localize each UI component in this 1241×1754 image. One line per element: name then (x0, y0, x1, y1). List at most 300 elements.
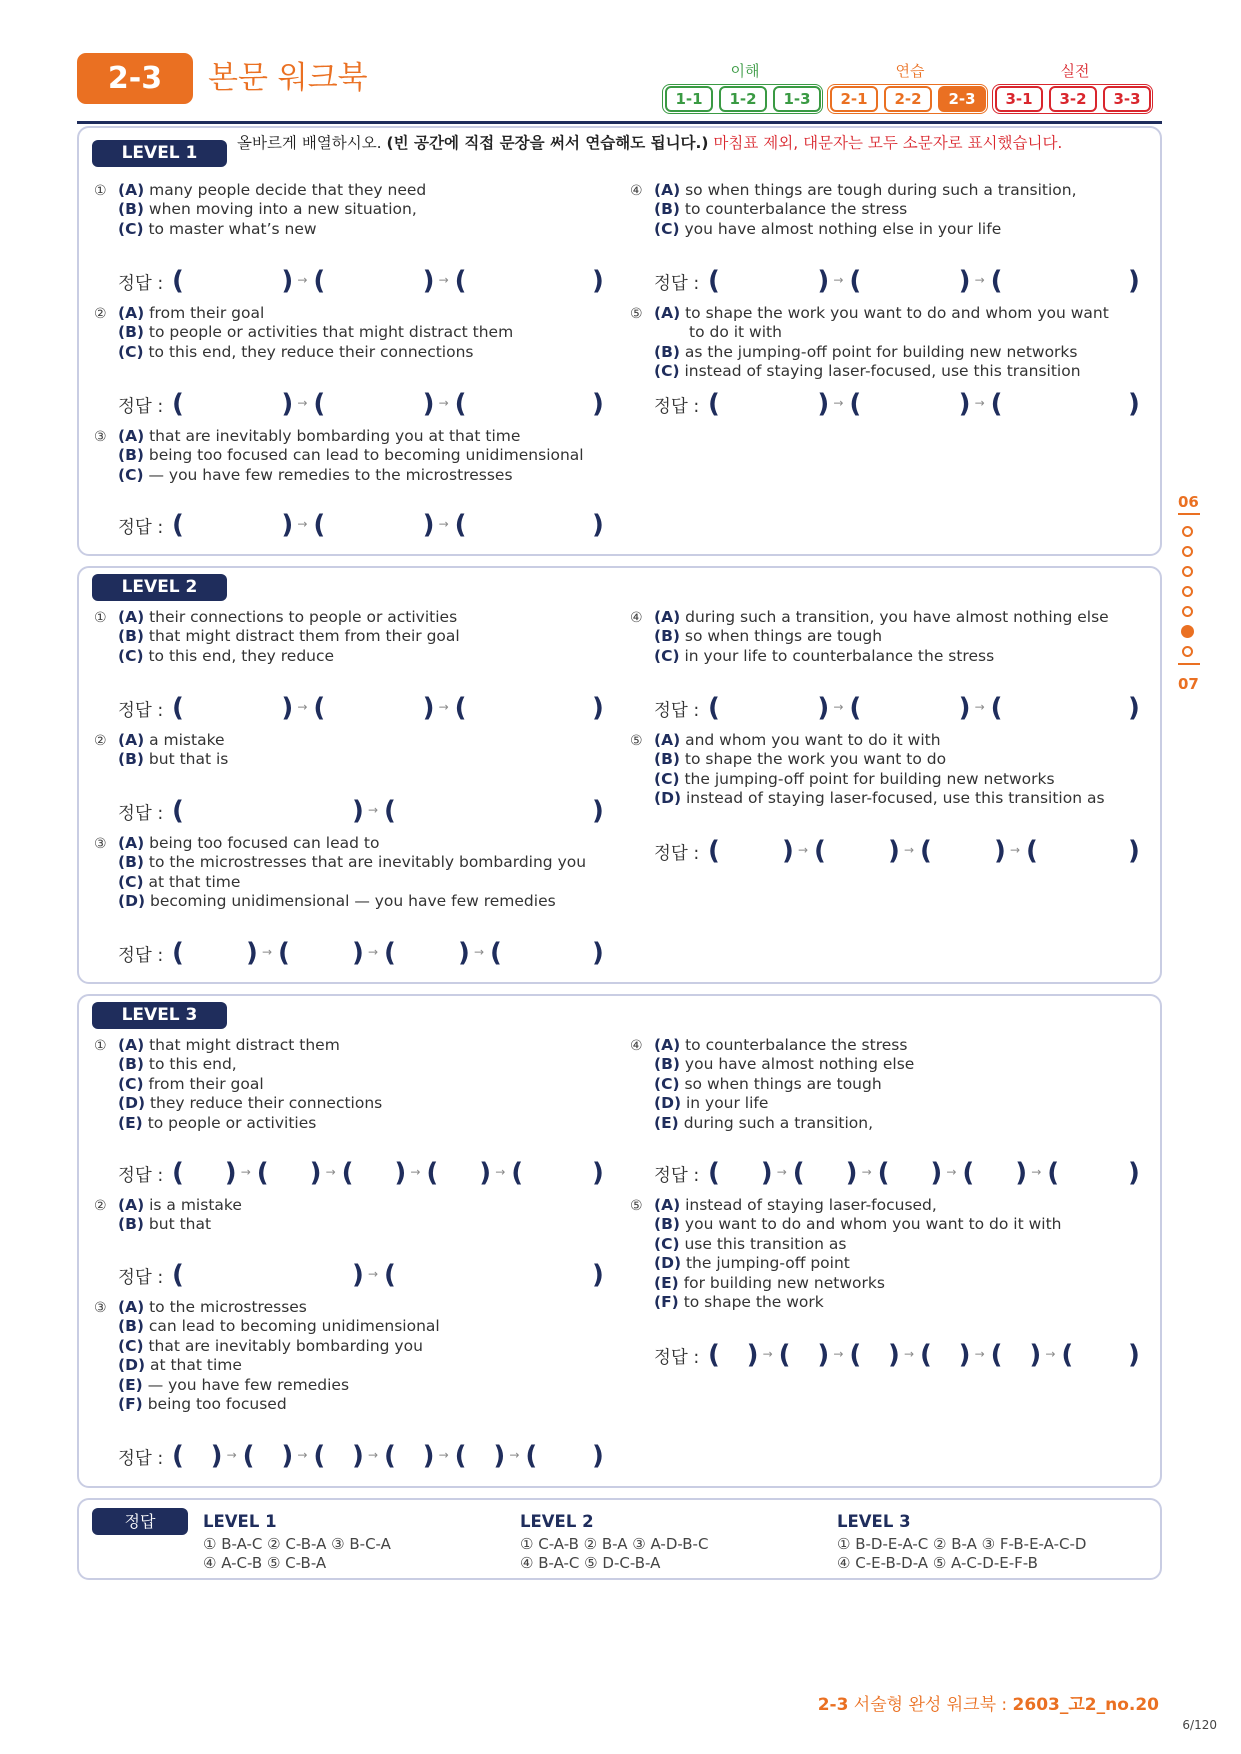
arrow-icon: → (904, 843, 915, 857)
option-line: (B) but that (118, 1215, 212, 1234)
answer-blank-close: ) (493, 1441, 506, 1471)
option-line: (A) to counterbalance the stress (654, 1036, 908, 1054)
answer-blank-close: ) (958, 389, 971, 419)
answer-key-pill: 정답 (92, 1508, 188, 1535)
option-line: (D) in your life (654, 1094, 769, 1113)
answer-blank-open: ( (313, 1441, 326, 1471)
option-line: (C) so when things are tough (654, 1074, 882, 1093)
answer-blank-open: ( (172, 266, 184, 296)
answer-blank-close: ) (746, 1340, 759, 1370)
answer-blank-open: ( (172, 510, 184, 540)
question (630, 1036, 1150, 1133)
question-number: ④ (630, 183, 643, 199)
option-line: (A) from their goal (118, 304, 265, 322)
answer-blank-open: ( (313, 510, 326, 540)
question (94, 834, 634, 912)
answer-blank-close: ) (592, 796, 604, 826)
answer-label: 정답 : (654, 844, 700, 864)
answer-row[interactable] (118, 693, 608, 723)
option-line: (C) instead of staying laser-focused, use this transition (654, 362, 1081, 381)
answer-row[interactable] (654, 693, 1144, 723)
answer-label: 정답 : (654, 1348, 700, 1368)
answer-blank-close: ) (592, 693, 604, 723)
question-number: ⑤ (630, 733, 643, 749)
answer-blank-open: ( (708, 836, 720, 866)
arrow-icon: → (833, 700, 844, 714)
answer-blank-open: ( (256, 1158, 269, 1188)
side-index-line-top (1178, 513, 1200, 515)
option-line: (F) being too focused (118, 1395, 287, 1414)
option-line: (C) in your life to counterbalance the stress (654, 646, 995, 665)
answer-blank-close: ) (817, 266, 830, 296)
side-dot (1182, 546, 1193, 557)
option-line: (B) to counterbalance the stress (654, 200, 908, 219)
answer-blank-close: ) (760, 1158, 773, 1188)
answer-blank-open: ( (341, 1158, 354, 1188)
answer-key-level2 (520, 1512, 708, 1573)
answer-blank-close: ) (422, 389, 435, 419)
answer-blank-close: ) (422, 266, 435, 296)
question (630, 731, 1150, 809)
arrow-icon: → (438, 517, 449, 531)
answer-blank-close: ) (1128, 1158, 1140, 1188)
answer-blank-close: ) (1128, 389, 1140, 419)
arrow-icon: → (410, 1165, 421, 1179)
answer-blank-open: ( (384, 796, 396, 826)
question-number: ① (94, 1038, 107, 1054)
answer-row[interactable] (654, 266, 1144, 296)
answer-key-level3 (837, 1512, 1086, 1573)
option-line: (A) many people decide that they need (118, 181, 427, 199)
page-number: 6/120 (1182, 1718, 1217, 1732)
answer-row[interactable] (654, 1158, 1144, 1188)
answer-blank-close: ) (592, 266, 604, 296)
option-line: (A) that might distract them (118, 1036, 340, 1054)
answer-label: 정답 : (654, 274, 700, 294)
answer-blank-close: ) (592, 510, 604, 540)
answer-blank-close: ) (352, 938, 364, 968)
answer-blank-close: ) (817, 389, 830, 419)
answer-blank-open: ( (313, 693, 326, 723)
nav-tab-2-3[interactable]: 2-3 (938, 86, 986, 112)
answer-row[interactable] (118, 1260, 608, 1290)
option-line: (C) to this end, they reduce their connections (118, 342, 474, 361)
question (94, 1298, 614, 1414)
nav-tab-1-2[interactable]: 1-2 (719, 86, 767, 112)
answer-blank-close: ) (994, 836, 1006, 866)
side-index-line-bottom (1178, 663, 1200, 665)
option-line: (B) as the jumping-off point for building new networks (654, 342, 1078, 361)
footer (818, 1690, 1159, 1715)
option-line: (E) during such a transition, (654, 1113, 873, 1132)
answer-key-line: ④ B-A-C ⑤ D-C-B-A (520, 1554, 661, 1572)
answer-blank-close: ) (422, 510, 435, 540)
answer-blank-open: ( (384, 1260, 396, 1290)
answer-blank-close: ) (782, 836, 794, 866)
answer-label: 정답 : (118, 518, 164, 538)
option-line: (A) being too focused can lead to (118, 834, 380, 852)
nav-tab-3-1[interactable]: 3-1 (995, 86, 1043, 112)
arrow-icon: → (776, 1165, 787, 1179)
answer-blank-close: ) (422, 693, 435, 723)
answer-blank-close: ) (1128, 693, 1140, 723)
answer-blank-open: ( (849, 1340, 862, 1370)
answer-row[interactable] (118, 389, 608, 419)
side-index-bottom: 07 (1178, 675, 1199, 693)
question-number: ④ (630, 1038, 643, 1054)
question (630, 181, 1150, 239)
answer-label: 정답 : (118, 804, 164, 824)
option-line: to do it with (689, 323, 782, 342)
option-line: (B) to this end, (118, 1055, 237, 1074)
footer-prefix: 2-3 (817, 1695, 849, 1715)
answer-blank-close: ) (958, 266, 971, 296)
question-number: ① (94, 610, 107, 626)
side-dot (1182, 526, 1193, 537)
footer-label: 서술형 완성 워크북 : (848, 1695, 1013, 1715)
option-line: (D) the jumping-off point (654, 1254, 850, 1273)
option-line: (B) to people or activities that might distract them (118, 323, 514, 342)
arrow-icon: → (438, 273, 449, 287)
arrow-icon: → (297, 396, 308, 410)
side-dot (1182, 646, 1193, 657)
answer-blank-close: ) (281, 693, 294, 723)
answer-key-line: ④ A-C-B ⑤ C-B-A (203, 1554, 327, 1572)
answer-blank-close: ) (930, 1158, 943, 1188)
answer-blank-open: ( (778, 1340, 791, 1370)
answer-blank-open: ( (172, 938, 184, 968)
arrow-icon: → (368, 803, 379, 817)
answer-blank-close: ) (592, 938, 604, 968)
answer-row[interactable] (654, 1340, 1144, 1370)
instruction-hint: (빈 공간에 직접 문장을 써서 연습해도 됩니다.) (386, 134, 709, 152)
question (94, 1036, 614, 1133)
answer-label: 정답 : (654, 701, 700, 721)
question-number: ② (94, 1198, 107, 1214)
option-line: (A) so when things are tough during such a transition, (654, 181, 1077, 199)
page-title: 본문 워크북 (208, 60, 368, 96)
answer-blank-open: ( (172, 693, 184, 723)
instruction-note: 마침표 제외, 대문자는 모두 소문자로 표시했습니다. (708, 134, 1063, 152)
answer-blank-open: ( (525, 1441, 538, 1471)
question-number: ⑤ (630, 1198, 643, 1214)
answer-blank-open: ( (1047, 1158, 1060, 1188)
option-line: (C) to this end, they reduce (118, 646, 335, 665)
answer-blank-open: ( (849, 693, 862, 723)
arrow-icon: → (262, 945, 273, 959)
option-line: (B) you have almost nothing else (654, 1055, 915, 1074)
instruction-main: 올바르게 배열하시오. (237, 134, 387, 152)
nav-tab-1-3[interactable]: 1-3 (773, 86, 821, 112)
answer-blank-open: ( (708, 1158, 720, 1188)
option-line: (B) you want to do and whom you want to do it with (654, 1215, 1062, 1234)
option-line: (A) to shape the work you want to do and whom you want (654, 304, 1109, 322)
answer-blank-close: ) (352, 1441, 364, 1471)
option-line: (A) during such a transition, you have almost nothing else (654, 608, 1109, 626)
arrow-icon: → (495, 1165, 506, 1179)
arrow-icon: → (368, 945, 379, 959)
answer-key-line: ① B-D-E-A-C ② B-A ③ F-B-E-A-C-D (837, 1535, 1087, 1553)
arrow-icon: → (297, 1448, 308, 1462)
answer-blank-open: ( (172, 389, 184, 419)
arrow-icon: → (1045, 1347, 1056, 1361)
answer-blank-open: ( (990, 1340, 1003, 1370)
option-line: (A) is a mistake (118, 1196, 242, 1214)
arrow-icon: → (762, 1347, 773, 1361)
option-line: (C) at that time (118, 872, 241, 891)
question-number: ③ (94, 836, 107, 852)
answer-blank-open: ( (454, 1441, 467, 1471)
arrow-icon: → (297, 700, 308, 714)
answer-blank-close: ) (281, 389, 294, 419)
answer-blank-open: ( (313, 389, 326, 419)
arrow-icon: → (974, 700, 985, 714)
answer-blank-open: ( (920, 1340, 932, 1370)
question-number: ③ (94, 1300, 107, 1316)
answer-blank-open: ( (708, 1340, 720, 1370)
answer-label: 정답 : (118, 946, 164, 966)
arrow-icon: → (509, 1448, 520, 1462)
nav-tab-2-2[interactable]: 2-2 (884, 86, 932, 112)
option-line: (A) to the microstresses (118, 1298, 307, 1316)
question (630, 1196, 1150, 1312)
answer-blank-open: ( (172, 796, 184, 826)
answer-blank-open: ( (454, 510, 467, 540)
answer-key-line: ① C-A-B ② B-A ③ A-D-B-C (520, 1535, 709, 1553)
answer-blank-open: ( (172, 1158, 184, 1188)
option-line: (B) to the microstresses that are inevitably bombarding you (118, 853, 587, 872)
arrow-icon: → (861, 1165, 872, 1179)
arrow-icon: → (1010, 843, 1021, 857)
answer-blank-close: ) (224, 1158, 237, 1188)
answer-blank-open: ( (849, 389, 862, 419)
question (94, 1196, 614, 1235)
option-line: (F) to shape the work (654, 1293, 824, 1312)
answer-blank-open: ( (708, 266, 720, 296)
answer-blank-close: ) (309, 1158, 322, 1188)
arrow-icon: → (833, 1347, 844, 1361)
answer-blank-close: ) (458, 938, 470, 968)
option-line: (C) the jumping-off point for building new networks (654, 769, 1055, 788)
option-line: (D) at that time (118, 1356, 242, 1375)
answer-key-title: LEVEL 3 (837, 1512, 911, 1531)
answer-row[interactable] (118, 938, 608, 968)
arrow-icon: → (368, 1267, 379, 1281)
answer-blank-close: ) (888, 836, 900, 866)
arrow-icon: → (974, 1347, 985, 1361)
answer-blank-open: ( (278, 938, 290, 968)
option-line: (D) becoming unidimensional — you have few remedies (118, 892, 556, 911)
side-dot (1182, 586, 1193, 597)
answer-blank-close: ) (1128, 1340, 1140, 1370)
answer-blank-open: ( (511, 1158, 524, 1188)
question-number: ① (94, 183, 107, 199)
instruction (237, 134, 1137, 153)
answer-row[interactable] (118, 1441, 608, 1471)
answer-blank-close: ) (352, 796, 364, 826)
question (630, 608, 1150, 666)
answer-blank-open: ( (708, 693, 720, 723)
option-line: (C) — you have few remedies to the microstresses (118, 465, 513, 484)
arrow-icon: → (798, 843, 809, 857)
arrow-icon: → (1031, 1165, 1042, 1179)
answer-blank-open: ( (384, 1441, 396, 1471)
side-dot (1182, 606, 1193, 617)
option-line: (E) for building new networks (654, 1273, 885, 1292)
arrow-icon: → (438, 396, 449, 410)
answer-blank-close: ) (479, 1158, 492, 1188)
answer-blank-open: ( (454, 266, 467, 296)
arrow-icon: → (974, 396, 985, 410)
question-number: ③ (94, 429, 107, 445)
answer-blank-close: ) (422, 1441, 435, 1471)
question (630, 304, 1150, 382)
arrow-icon: → (474, 945, 485, 959)
answer-blank-close: ) (958, 1340, 971, 1370)
answer-row[interactable] (654, 389, 1144, 419)
answer-row[interactable] (118, 510, 608, 540)
arrow-icon: → (226, 1448, 237, 1462)
option-line: (A) their connections to people or activities (118, 608, 458, 626)
answer-blank-close: ) (1029, 1340, 1042, 1370)
arrow-icon: → (297, 273, 308, 287)
answer-blank-close: ) (592, 389, 604, 419)
answer-blank-close: ) (817, 1340, 830, 1370)
answer-blank-open: ( (384, 938, 396, 968)
answer-blank-open: ( (990, 693, 1003, 723)
answer-blank-open: ( (1061, 1340, 1074, 1370)
side-dot-current (1181, 625, 1194, 638)
answer-blank-close: ) (592, 1260, 604, 1290)
option-line: (E) to people or activities (118, 1113, 317, 1132)
level1-pill: LEVEL 1 (92, 140, 227, 167)
answer-blank-open: ( (962, 1158, 975, 1188)
answer-row[interactable] (118, 266, 608, 296)
arrow-icon: → (368, 1448, 379, 1462)
answer-blank-open: ( (490, 938, 502, 968)
option-line: (B) when moving into a new situation, (118, 200, 417, 219)
answer-blank-close: ) (1128, 266, 1140, 296)
answer-label: 정답 : (118, 1268, 164, 1288)
answer-blank-open: ( (1026, 836, 1038, 866)
level2-pill: LEVEL 2 (92, 574, 227, 601)
option-line: (C) that are inevitably bombarding you (118, 1336, 423, 1355)
answer-blank-open: ( (172, 1260, 184, 1290)
answer-label: 정답 : (118, 397, 164, 417)
arrow-icon: → (974, 273, 985, 287)
question (94, 181, 614, 239)
answer-row[interactable] (654, 836, 1144, 866)
answer-blank-close: ) (888, 1340, 900, 1370)
option-line: (B) that might distract them from their goal (118, 627, 460, 646)
answer-row[interactable] (118, 796, 608, 826)
answer-blank-close: ) (246, 938, 258, 968)
answer-blank-close: ) (281, 266, 294, 296)
answer-label: 정답 : (118, 701, 164, 721)
answer-blank-open: ( (792, 1158, 805, 1188)
answer-key-line: ① B-A-C ② C-B-A ③ B-C-A (203, 1535, 391, 1553)
answer-blank-open: ( (990, 266, 1003, 296)
answer-blank-open: ( (454, 389, 467, 419)
arrow-icon: → (325, 1165, 336, 1179)
answer-blank-close: ) (592, 1158, 604, 1188)
arrow-icon: → (833, 396, 844, 410)
arrow-icon: → (946, 1165, 957, 1179)
answer-label: 정답 : (118, 1449, 164, 1469)
nav-group-label-real: 실전 (1060, 62, 1090, 80)
answer-label: 정답 : (118, 1166, 164, 1186)
answer-blank-open: ( (242, 1441, 255, 1471)
answer-key-level1 (203, 1512, 391, 1573)
answer-blank-close: ) (592, 1441, 604, 1471)
nav-group-label-understand: 이해 (730, 62, 760, 80)
question-number: ② (94, 306, 107, 322)
answer-blank-close: ) (394, 1158, 407, 1188)
answer-blank-open: ( (877, 1158, 890, 1188)
answer-key-line: ④ C-E-B-D-A ⑤ A-C-D-E-F-B (837, 1554, 1038, 1572)
option-line: (A) instead of staying laser-focused, (654, 1196, 937, 1214)
question-number: ② (94, 733, 107, 749)
answer-row[interactable] (118, 1158, 608, 1188)
nav-tab-3-3[interactable]: 3-3 (1103, 86, 1151, 112)
section-badge: 2-3 (77, 53, 193, 104)
question-number: ⑤ (630, 306, 643, 322)
question (94, 608, 614, 666)
question (94, 304, 614, 362)
nav-tab-2-1[interactable]: 2-1 (830, 86, 878, 112)
option-line: (D) instead of staying laser-focused, use this transition as (654, 789, 1105, 808)
answer-blank-open: ( (920, 836, 932, 866)
nav-tab-1-1[interactable]: 1-1 (665, 86, 713, 112)
answer-blank-open: ( (708, 389, 720, 419)
answer-label: 정답 : (654, 1166, 700, 1186)
answer-blank-open: ( (849, 266, 862, 296)
option-line: (B) being too focused can lead to becoming unidimensional (118, 446, 584, 465)
header-divider (77, 121, 1162, 124)
arrow-icon: → (904, 1347, 915, 1361)
side-index-top: 06 (1178, 493, 1199, 511)
option-line: (B) but that is (118, 750, 229, 769)
answer-blank-close: ) (1128, 836, 1140, 866)
answer-key-title: LEVEL 2 (520, 1512, 594, 1531)
arrow-icon: → (438, 700, 449, 714)
option-line: (E) — you have few remedies (118, 1375, 350, 1394)
answer-blank-close: ) (352, 1260, 364, 1290)
answer-blank-close: ) (845, 1158, 858, 1188)
nav-group-label-practice: 연습 (895, 62, 925, 80)
nav-tab-3-2[interactable]: 3-2 (1049, 86, 1097, 112)
option-line: (A) that are inevitably bombarding you at that time (118, 427, 521, 445)
answer-blank-open: ( (426, 1158, 439, 1188)
question (94, 731, 614, 770)
answer-blank-close: ) (958, 693, 971, 723)
answer-blank-close: ) (281, 510, 294, 540)
level3-pill: LEVEL 3 (92, 1002, 227, 1029)
answer-key-title: LEVEL 1 (203, 1512, 277, 1531)
option-line: (B) to shape the work you want to do (654, 750, 947, 769)
answer-blank-close: ) (817, 693, 830, 723)
answer-blank-open: ( (990, 389, 1003, 419)
option-line: (A) and whom you want to do it with (654, 731, 941, 749)
side-dot (1182, 566, 1193, 577)
option-line: (A) a mistake (118, 731, 225, 749)
option-line: (C) to master what’s new (118, 219, 317, 238)
answer-blank-open: ( (814, 836, 826, 866)
answer-label: 정답 : (118, 274, 164, 294)
footer-code: 2603_고2_no.20 (1012, 1695, 1159, 1715)
option-line: (B) can lead to becoming unidimensional (118, 1317, 440, 1336)
answer-label: 정답 : (654, 397, 700, 417)
